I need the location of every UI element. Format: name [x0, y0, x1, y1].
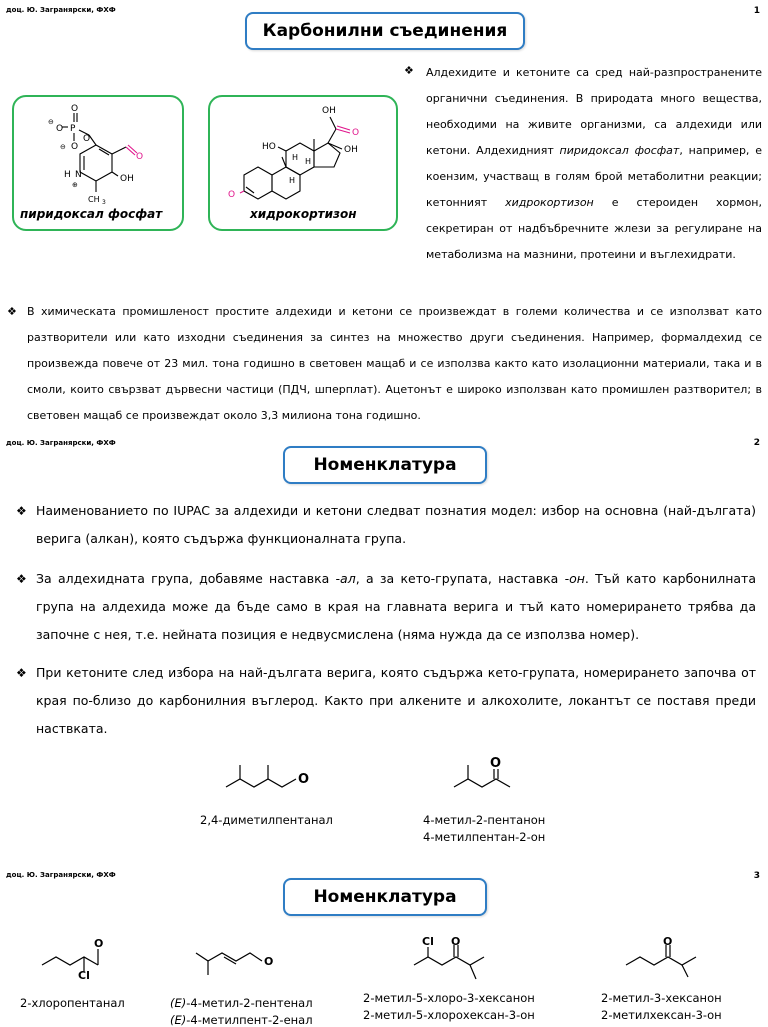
nomenclature-bullet-1: Наименованието по IUPAC за алдехиди и кетони следват познатия модел: избор на основна (най-дългата) верига (алкан), която съдържа функционалната група. [36, 503, 756, 546]
pyridoxal-phosphate-card [12, 95, 184, 231]
example-name: 2-хлоропентанал [20, 996, 125, 1010]
svg-text:⊖: ⊖ [48, 118, 54, 126]
svg-text:O: O [83, 134, 91, 144]
slide-title: Номенклатура [283, 878, 487, 916]
bullet-icon: ❖ [16, 504, 27, 518]
svg-text:O: O [94, 937, 104, 950]
svg-text:⊖: ⊖ [60, 143, 66, 151]
slide-3 [0, 865, 768, 1027]
molecule-name: хидрокортизон [250, 207, 357, 221]
svg-text:O: O [451, 935, 461, 948]
svg-text:P: P [70, 124, 76, 134]
example-name: 2-метил-3-хексанон [601, 991, 722, 1005]
svg-text:O: O [56, 124, 64, 134]
nomenclature-bullet-3: При кетоните след избора на най-дългата верига, която съдържа кето-групата, номерирането започва от края по-близо до карбонилния въглерод. Както при алкените и алкохолите, локантът се поставя преди наствката. [36, 665, 756, 736]
example-name: 4-метилпентан-2-он [423, 830, 546, 844]
svg-text:⊕: ⊕ [72, 181, 78, 189]
bullet-icon: ❖ [7, 305, 17, 318]
svg-text:O: O [490, 756, 502, 771]
svg-text:O: O [228, 190, 236, 200]
svg-text:O: O [264, 955, 274, 968]
svg-text:H: H [289, 176, 296, 185]
slide-title: Номенклатура [283, 446, 487, 484]
page-number: 1 [753, 6, 760, 16]
svg-text:OH: OH [344, 145, 358, 155]
svg-text:Cl: Cl [78, 969, 90, 982]
author-label: доц. Ю. Загранярски, ФХФ [6, 439, 116, 447]
bullet-icon: ❖ [404, 64, 414, 77]
svg-text:O: O [71, 104, 79, 114]
svg-text:H: H [292, 153, 299, 162]
svg-text:CH: CH [88, 195, 100, 204]
slide-1 [0, 0, 768, 430]
bullet-icon: ❖ [16, 572, 27, 586]
svg-text:H: H [305, 157, 312, 166]
industry-paragraph: В химическата промишленост простите алдехиди и кетони се произвеждат в големи количества и се използват като разтворители или като изходни съединения за синтез на множество други съединения. Например, формалдехид се произвежда повече от 23 мил. тона годишно в световен мащаб и се използва както като изолационни материали, така и в смоли, които свързват дървесни частици (ПДЧ, шперплат). Ацетонът е широко използван като промишлен разтворител; в световен мащаб се произвеждат около 3,3 милиона тона годишно. [27, 305, 762, 422]
example-name: 2-метил-5-хлоро-3-хексанон [363, 991, 535, 1005]
molecule-name: пиридоксал фосфат [20, 207, 163, 221]
svg-text:O: O [71, 142, 79, 152]
slide-2 [0, 433, 768, 863]
example-structures-2 [0, 751, 768, 821]
svg-text:HO: HO [262, 142, 276, 152]
example-structures-3 [0, 933, 768, 999]
svg-text:O: O [136, 152, 144, 162]
example-name: 2,4-диметилпентанал [200, 813, 333, 827]
bullet-icon: ❖ [16, 666, 27, 680]
hydrocortisone-card [208, 95, 398, 231]
svg-text:OH: OH [120, 174, 134, 184]
page-number: 2 [753, 438, 760, 448]
svg-text:O: O [352, 128, 360, 138]
example-name: 2-метилхексан-3-он [601, 1008, 722, 1022]
svg-text:3: 3 [102, 199, 106, 206]
nomenclature-bullet-2: За алдехидната група, добавяме наставка -ал, а за кето-групата, наставка -он. Тъй като карбонилната група на алдехида може да бъде само в края на главната верига и тъй като номерирането трябва да започне с нея, т.е. нейната позиция е недвусмислена (няма нужда да се използва номер). [36, 571, 757, 642]
svg-text:O: O [298, 772, 310, 787]
page-number: 3 [753, 871, 760, 881]
example-name: 4-метил-2-пентанон [423, 813, 546, 827]
svg-text:OH: OH [322, 106, 336, 116]
slide-title: Карбонилни съединения [245, 12, 525, 50]
example-name: 2-метил-5-хлорохексан-3-он [363, 1008, 535, 1022]
svg-text:O: O [663, 935, 673, 948]
intro-paragraph: Алдехидите и кетоните са сред най-разпространените органични съединения. В природата много вещества, необходими на живите организми, са алдехиди или кетони. Алдехидният пиридоксал фосфат, например, е коензим, участващ в голям брой метаболитни реакции; кетонният хидрокортизон е стероиден хормон, секретиран от надбъбречните жлези за регулиране на метаболизма на мазнини, протеини и въглехидрати. [426, 66, 762, 261]
example-name: (E)-4-метил-2-пентенал [170, 996, 313, 1010]
svg-text:H: H [64, 170, 71, 180]
example-name: (E)-4-метилпент-2-енал [170, 1013, 313, 1027]
svg-text:N: N [75, 170, 82, 180]
author-label: доц. Ю. Загранярски, ФХФ [6, 6, 116, 14]
author-label: доц. Ю. Загранярски, ФХФ [6, 871, 116, 879]
svg-text:Cl: Cl [422, 935, 434, 948]
